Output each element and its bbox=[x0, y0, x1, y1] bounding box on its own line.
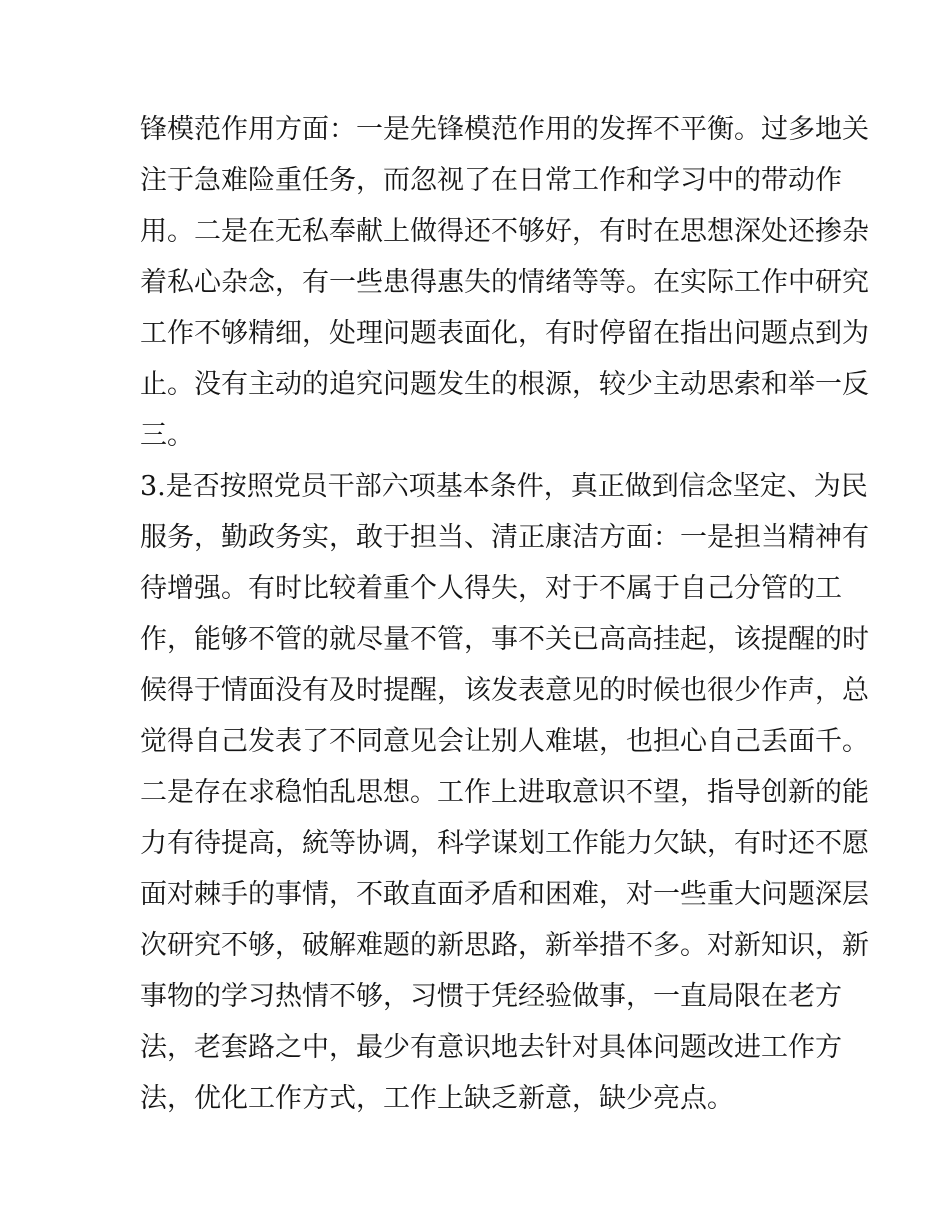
text-line: 事物的学习热情不够，习惯于凭经验做事，一直局限在老方 bbox=[140, 981, 842, 1012]
text-line: 注于急难险重任务，而忽视了在日常工作和学习中的带动作 bbox=[140, 165, 842, 196]
text-line: 止。没有主动的追究问题发生的根源，较少主动思索和举一反 bbox=[140, 369, 869, 400]
text-line: 工作不够精细，处理问题表面化，有时停留在指出问题点到为 bbox=[140, 318, 869, 349]
text-line: 三。 bbox=[140, 420, 194, 451]
text-line: 法，老套路之中，最少有意识地去针对具体问题改进工作方 bbox=[140, 1032, 842, 1063]
text-line: 二是存在求稳怕乱思想。工作上进取意识不望，指导创新的能 bbox=[140, 777, 869, 808]
text-line: 着私心杂念，有一些患得惠失的情绪等等。在实际工作中研究 bbox=[140, 267, 869, 298]
section-heading-line: 3.是否按照党员干部六项基本条件，真正做到信念坚定、为民 bbox=[140, 471, 868, 502]
text-line: 候得于情面没有及时提醒，该发表意见的时候也很少作声，总 bbox=[140, 675, 869, 706]
text-line: 次研究不够，破解难题的新思路，新举措不多。对新知识，新 bbox=[140, 930, 869, 961]
text-line: 锋模范作用方面：一是先锋模范作用的发挥不平衡。过多地关 bbox=[140, 114, 869, 145]
text-line: 作，能够不管的就尽量不管，事不关已高高挂起，该提醒的时 bbox=[140, 624, 869, 655]
text-line: 用。二是在无私奉献上做得还不够好，有时在思想深处还掺杂 bbox=[140, 216, 869, 247]
text-line: 法，优化工作方式，工作上缺乏新意，缺少亮点。 bbox=[140, 1083, 734, 1114]
text-line: 力有待提高，統等协调，科学谋划工作能力欠缺，有时还不愿 bbox=[140, 828, 869, 859]
text-line: 待增强。有时比较着重个人得失，对于不属于自己分管的工 bbox=[140, 573, 842, 604]
text-line: 觉得自己发表了不同意见会让别人难堪，也担心自己丢面千。 bbox=[140, 726, 869, 757]
text-line: 服务，勤政务实，敢于担当、清正康洁方面：一是担当精神有 bbox=[140, 522, 869, 553]
text-line: 面对棘手的事情，不敢直面矛盾和困难，对一些重大问题深层 bbox=[140, 879, 869, 910]
